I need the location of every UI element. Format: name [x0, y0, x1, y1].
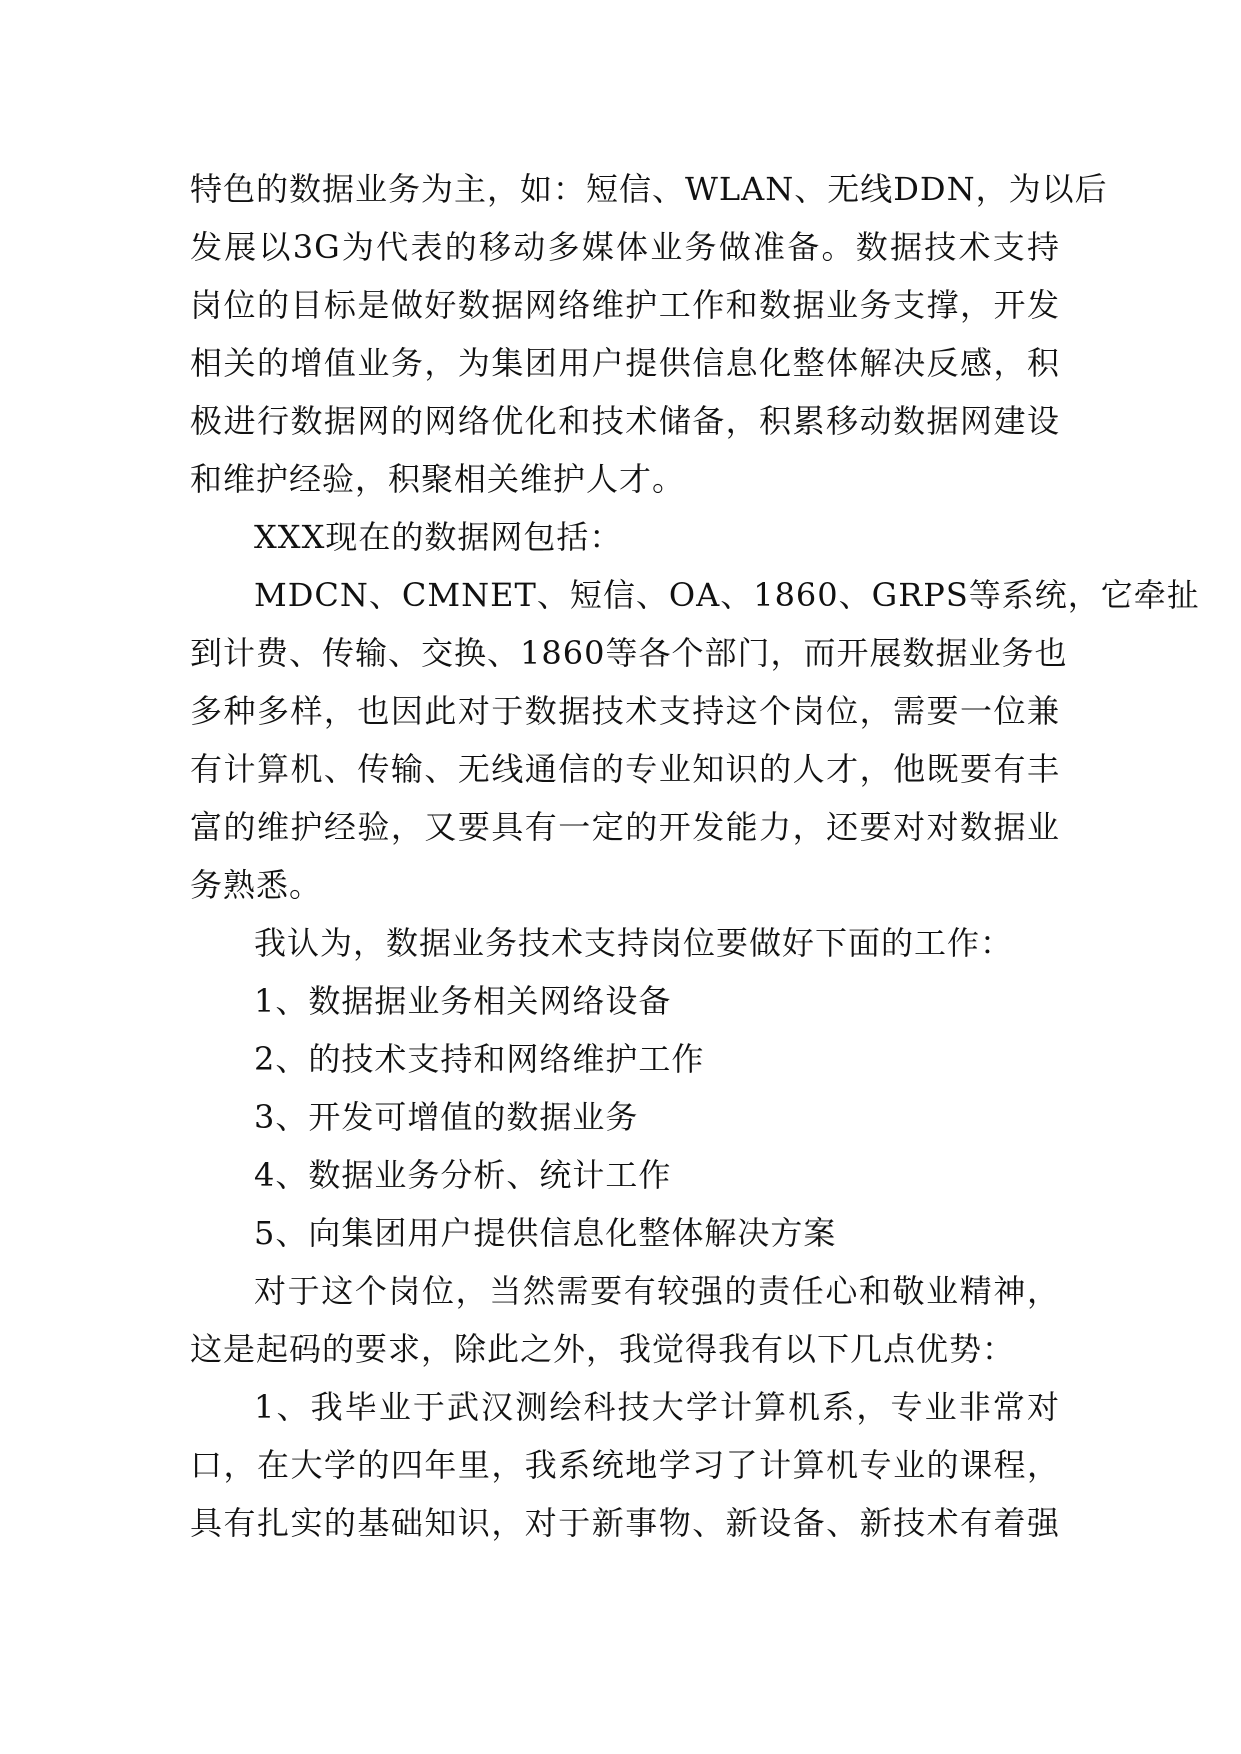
text-line: 具有扎实的基础知识，对于新事物、新设备、新技术有着强	[190, 1504, 1060, 1542]
text-line: 极进行数据网的网络优化和技术储备，积累移动数据网建设	[190, 402, 1060, 440]
text-line: 1、我毕业于武汉测绘科技大学计算机系，专业非常对	[254, 1388, 1060, 1426]
list-item: 2、的技术支持和网络维护工作	[254, 1040, 705, 1078]
text-line: 岗位的目标是做好数据网络维护工作和数据业务支撑，开发	[190, 286, 1060, 324]
list-item: 3、开发可增值的数据业务	[254, 1098, 639, 1136]
text-line: 口，在大学的四年里，我系统地学习了计算机专业的课程，	[190, 1446, 1060, 1484]
text-line: 发展以3G为代表的移动多媒体业务做准备。数据技术支持	[190, 228, 1060, 266]
text-line: 富的维护经验，又要具有一定的开发能力，还要对对数据业	[190, 808, 1060, 846]
document-page	[190, 160, 1200, 1552]
text-line: 这是起码的要求，除此之外，我觉得我有以下几点优势：	[190, 1330, 1016, 1368]
list-item: 5、向集团用户提供信息化整体解决方案	[254, 1214, 837, 1252]
text-line: 特色的数据业务为主，如：短信、WLAN、无线DDN，为以后	[190, 170, 1108, 208]
text-line: 有计算机、传输、无线通信的专业知识的人才，他既要有丰	[190, 750, 1060, 788]
list-item: 4、数据业务分析、统计工作	[254, 1156, 672, 1194]
paragraph-heading: 我认为，数据业务技术支持岗位要做好下面的工作：	[254, 924, 1014, 962]
text-line: 和维护经验，积聚相关维护人才。	[190, 460, 686, 498]
text-line: 多种多样，也因此对于数据技术支持这个岗位，需要一位兼	[190, 692, 1060, 730]
list-item: 1、数据据业务相关网络设备	[254, 982, 672, 1020]
text-line: MDCN、CMNET、短信、OA、1860、GRPS等系统，它牵扯	[254, 576, 1200, 614]
text-line: 相关的增值业务，为集团用户提供信息化整体解决反感，积	[190, 344, 1060, 382]
text-line: 对于这个岗位，当然需要有较强的责任心和敬业精神，	[254, 1272, 1060, 1310]
paragraph-heading: XXX现在的数据网包括：	[254, 518, 623, 556]
text-line: 务熟悉。	[190, 866, 323, 904]
text-line: 到计费、传输、交换、1860等各个部门，而开展数据业务也	[190, 634, 1068, 672]
